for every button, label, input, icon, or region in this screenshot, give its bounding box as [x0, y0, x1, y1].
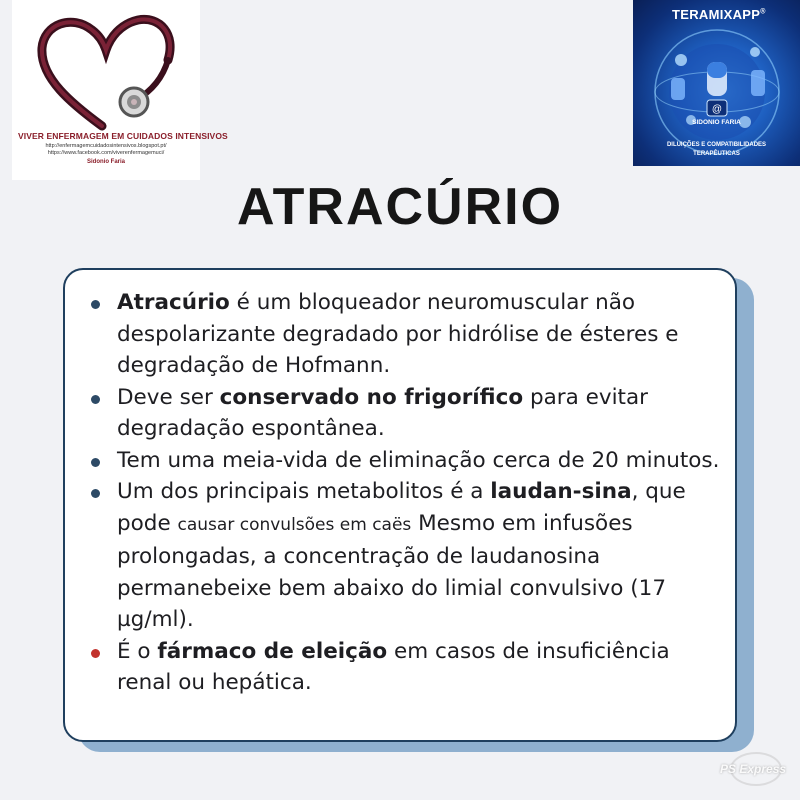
app-author: SIDONIO FARIA — [692, 119, 741, 126]
bullet-icon — [91, 489, 100, 498]
page-title: ATRACÚRIO — [236, 178, 564, 236]
emphasis-text: laudan-sina — [490, 479, 632, 504]
logo-author: Sidonio Faria — [86, 159, 125, 165]
item-text: , que pode — [117, 479, 686, 536]
info-list — [85, 287, 727, 699]
list-item-text — [117, 287, 727, 382]
app-subtitle-line-1: DILUIÇÕES E COMPATIBILIDADES — [666, 142, 767, 148]
logo-blog-url: http://enfermagemcuidadosintensivos.blogspot.pt/ — [45, 143, 167, 149]
list-item-text — [117, 636, 727, 699]
teramixapp-logo — [633, 0, 800, 166]
registered-mark: ® — [760, 8, 766, 16]
bullet-icon — [91, 395, 100, 404]
app-subtitle-line-2: TERAPÊUTICAS — [693, 151, 740, 157]
list-item — [85, 287, 727, 382]
stethoscope-heart-icon — [32, 8, 180, 132]
drug-name: Atracúrio — [117, 290, 230, 315]
bullet-icon — [91, 300, 100, 309]
item-text: para evitar degradação espontânea. — [117, 384, 648, 441]
item-text: Um dos principais metabolitos é a — [117, 479, 491, 504]
bullet-icon — [91, 649, 100, 658]
list-item — [85, 382, 727, 445]
emphasis-text: fármaco de eleição — [157, 638, 388, 664]
emphasis-text: conservado no frigorífico — [219, 384, 524, 410]
list-item-text — [117, 476, 727, 636]
viver-enfermagem-logo — [12, 0, 228, 180]
list-item — [85, 445, 727, 477]
list-item-text: Tem uma meia-vida de eliminação cerca de 20 minutos. — [117, 447, 720, 473]
at-symbol: @ — [711, 104, 723, 115]
watermark-text: PS Express — [720, 762, 787, 776]
app-name-text: TERAMIXAPP — [672, 7, 761, 22]
logo-facebook-url: https://www.facebook.com/viverenfermagemuci/ — [47, 150, 165, 156]
item-text: em casos de insuficiência renal ou hepática. — [117, 638, 670, 695]
item-text: É o — [117, 638, 158, 664]
item-text: Mesmo em infusões prolongadas, a concentração de laudanosina permanebeixe bem abaixo do limial convulsivo (17 µg/ml). — [117, 510, 666, 632]
info-card — [63, 268, 737, 742]
list-item — [85, 476, 727, 636]
item-text: é um bloqueador neuromuscular não despolarizante degradado por hidrólise de ésteres e degradação de Hofmann. — [117, 290, 679, 378]
list-item-text — [117, 382, 727, 445]
logo-brand-text: VIVER ENFERMAGEM EM CUIDADOS INTENSIVOS — [18, 131, 228, 141]
app-name — [672, 7, 766, 22]
item-text: Deve ser — [117, 384, 220, 410]
small-text: causar convulsões em caës — [177, 514, 412, 535]
ps-express-watermark — [716, 752, 796, 792]
bullet-icon — [91, 458, 100, 467]
list-item — [85, 636, 727, 699]
